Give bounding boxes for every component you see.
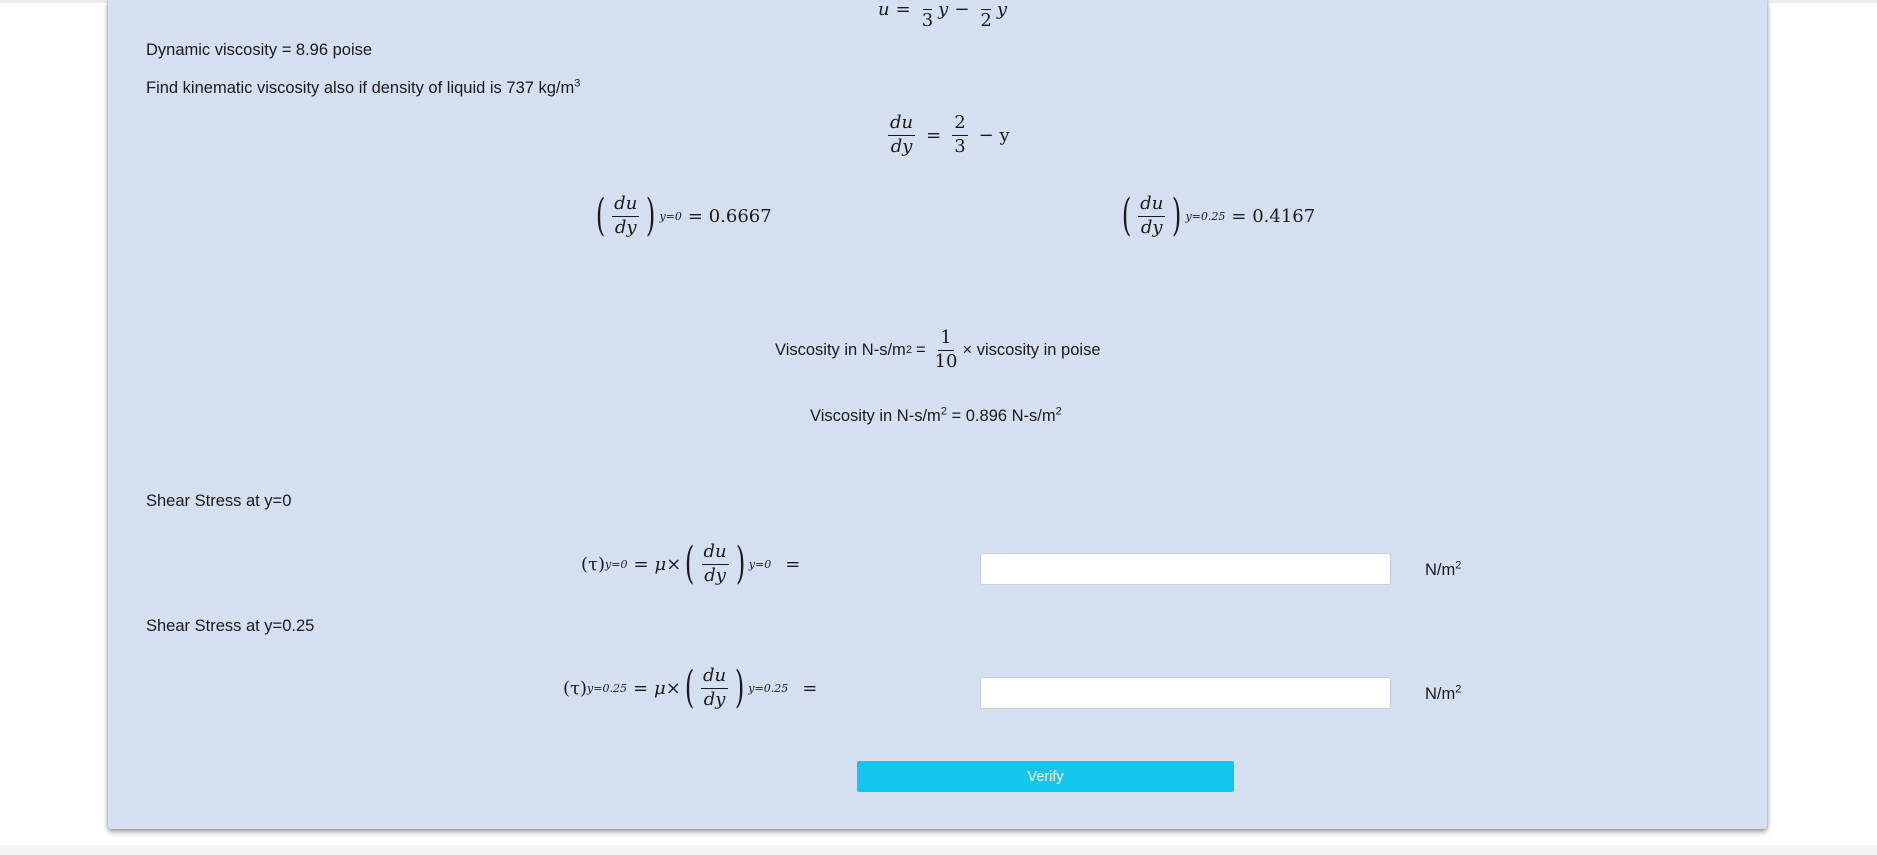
shear-formula-y025: (τ) y=0.25 = μ× ( $\frac{du}{dy}$ ) y=0.25 = [563,662,818,713]
viscosity-result: Viscosity in $N-s/m^2 = 0.896$ $N-s/m^2$ [810,405,1062,425]
du-dy-fraction: $\frac{du}{dy}$ [890,112,914,157]
unit-y025: $N/m^2$ [1425,683,1462,703]
fraction-2: 2 [978,0,993,31]
shear-stress-y0-input[interactable] [980,553,1391,585]
derivative-equation: $\frac{du}{dy}$ = $\frac{2}{3}$ − y [890,112,1010,157]
gradient-at-y025: ( $\frac{du}{dy}$ ) y=0.25 = 0.4167 [1121,190,1316,241]
unit-y0: $N/m^2$ [1425,559,1462,579]
shear-heading-y0: Shear Stress at y=0 [146,492,292,510]
viscosity-conversion: Viscosity in N-s/m 2 = $\frac{1}{10}$ × viscosity in poise [775,327,1101,372]
fraction-1: 3 [920,0,935,31]
velocity-equation: u = 3 y − 2 y [878,0,1007,31]
shear-formula-y0: (τ) y=0 = μ× ( $\frac{du}{dy}$ ) y=0 = [581,538,801,589]
verify-button[interactable]: Verify [857,761,1234,792]
page-bottom-edge [0,845,1877,855]
dynamic-viscosity-text: Dynamic viscosity = 8.96 poise [146,41,373,59]
exercise-panel [108,0,1767,829]
gradient-at-y0: ( $\frac{du}{dy}$ ) y=0 = 0.6667 [595,190,772,241]
question-text: Find kinematic viscosity also if density of liquid is 737 $kg/m^3$ [146,77,581,97]
shear-heading-y025: Shear Stress at y=0.25 [146,617,315,635]
shear-stress-y025-input[interactable] [980,677,1391,709]
two-thirds-fraction: $\frac{2}{3}$ [954,112,966,157]
one-tenth-fraction: $\frac{1}{10}$ [934,327,958,372]
